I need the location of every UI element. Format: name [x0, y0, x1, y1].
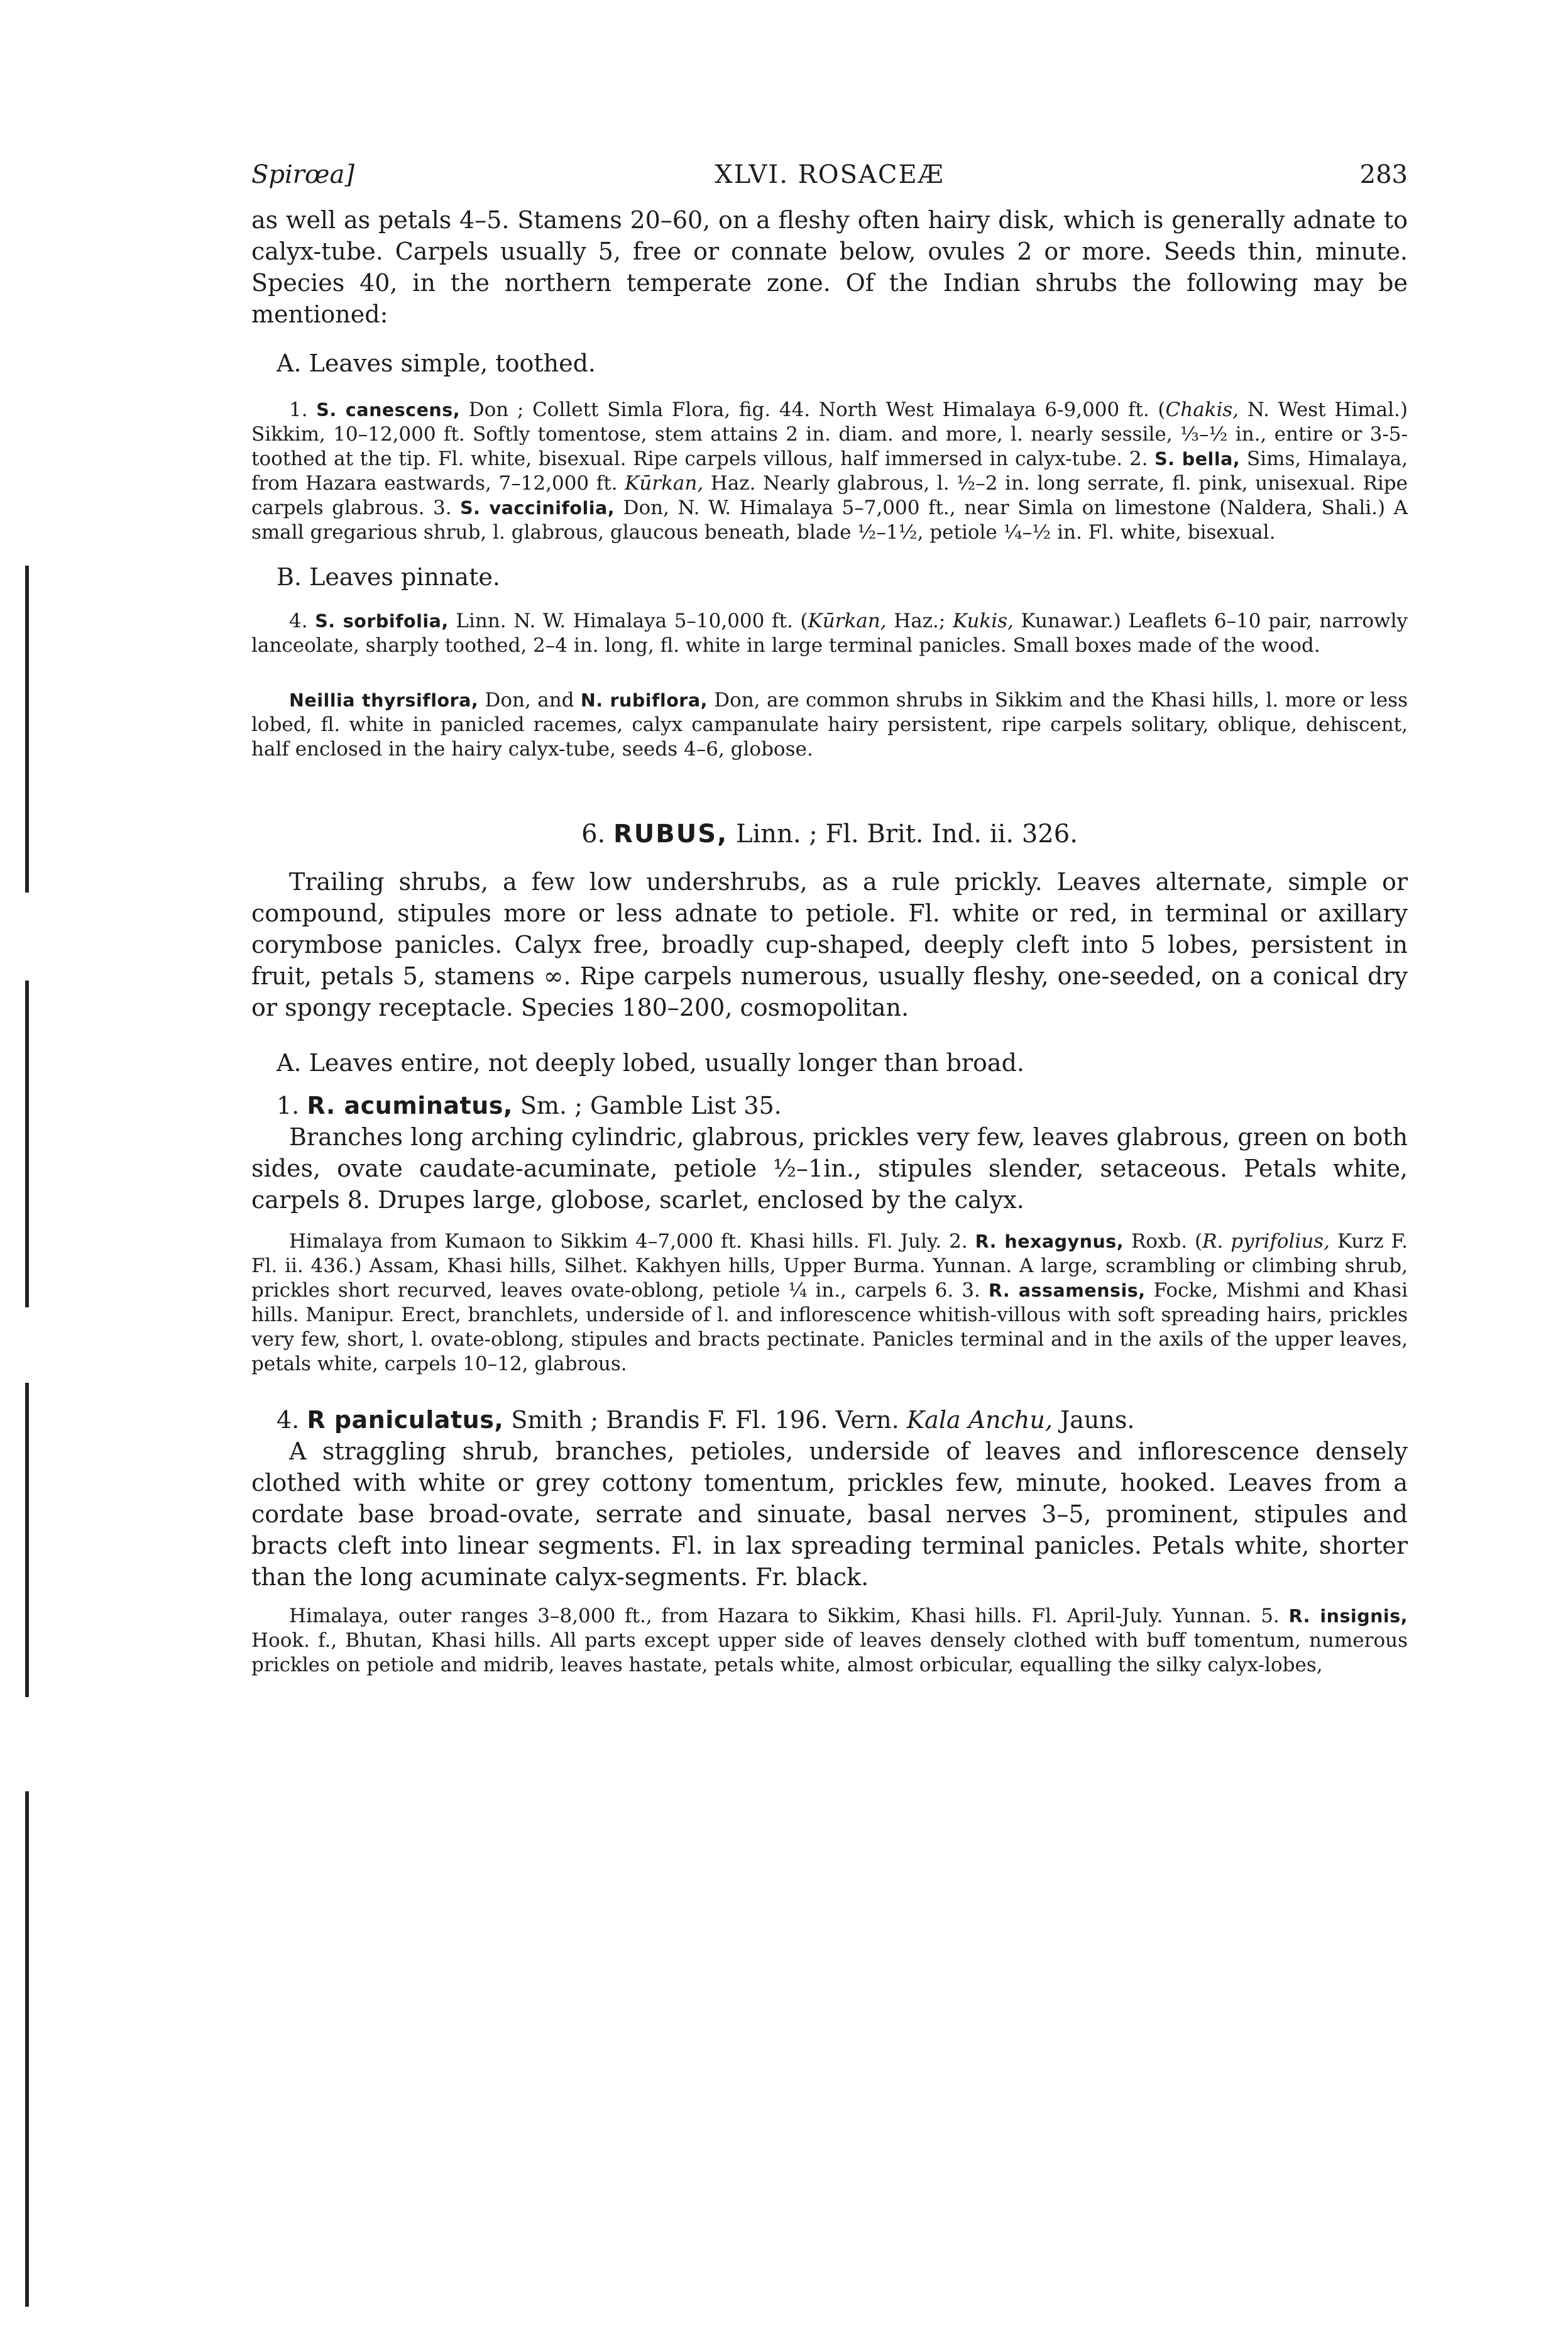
vernacular-name: Chakis, [1165, 398, 1239, 421]
intro-paragraph: as well as petals 4–5. Stamens 20–60, on a fleshy often hairy disk, which is generally adnate to calyx-tube. Carpels usually 5, free or connate below, ovules 2 or more. Seeds thin, minute. Species 40, in the northern temperate zone. Of the Indian shrubs the following may be mentioned: [251, 206, 1408, 328]
margin-rule-lower [25, 1383, 29, 1697]
margin-rule-bottom [25, 1791, 29, 2307]
spiraea-simple-species: 1. S. canescens, Don ; Collett Simla Flora, fig. 44. North West Himalaya 6-9,000 ft. (Chakis, N. West Himal.) Sikkim, 10–12,000 ft. Softly tomentose, stem attains 2 in. diam. and more, l. nearly sessile, ⅓–½ in., entire or 3-5-toothed at the tip. Fl. white, bisexual. Ripe carpels villous, half immersed in calyx-tube. 2. S. bella, Sims, Himalaya, from Hazara eastwards, 7–12,000 ft. Kūrkan, Haz. Nearly glabrous, l. ½–2 in. long serrate, fl. pink, unisexual. Ripe carpels glabrous. 3. S. vaccinifolia, Don, N. W. Himalaya 5–7,000 ft., near Simla on limestone (Naldera, Shali.) A small gregarious shrub, l. glabrous, glaucous beneath, blade ½–1½, petiole ¼–½ in. Fl. white, bisexual. [251, 398, 1408, 544]
acuminatus-description: Branches long arching cylindric, glabrous, prickles very few, leaves glabrous, green on both sides, ovate caudate-acuminate, petiole ½–1in., stipules slender, setaceous. Petals white, carpels 8. Drupes large, globose, scarlet, enclosed by the calyx. [251, 1123, 1408, 1214]
species-name: R. acuminatus, [307, 1092, 513, 1119]
paniculatus-notes: Himalaya, outer ranges 3–8,000 ft., from Hazara to Sikkim, Khasi hills. Fl. April-July. Yunnan. 5. R. insignis, Hook. f., Bhutan, Khasi hills. All parts except upper side of leaves densely clothed with buff tomentum, numerous prickles on petiole and midrib, leaves hastate, petals white, almost orbicular, equalling the silky calyx-lobes, [251, 1605, 1408, 1676]
paniculatus-description: A straggling shrub, branches, petioles, underside of leaves and inflorescence densely clothed with white or grey cottony tomentum, prickles few, minute, hooked. Leaves from a cordate base broad-ovate, serrate and sinuate, basal nerves 3–5, prominent, stipules and bracts cleft into linear segments. Fl. in lax spreading terminal panicles. Petals white, shorter than the long acuminate calyx-segments. Fr. black. [251, 1437, 1408, 1591]
margin-rule-top [25, 566, 29, 893]
page-number: 283 [1359, 160, 1408, 189]
species-name: R. assamensis, [988, 1280, 1146, 1301]
synonym-name: R. pyrifolius, [1202, 1230, 1330, 1253]
header-genus: Spirœa] [251, 160, 354, 189]
vernacular-name: Kūrkan, [808, 610, 887, 632]
header-family: XLVI. ROSACEÆ [715, 160, 945, 189]
species-name: R paniculatus, [307, 1406, 504, 1434]
paniculatus-heading: 4. R paniculatus, Smith ; Brandis F. Fl. 196. Vern. Kala Anchu, Jauns. [277, 1406, 1135, 1434]
rubus-description: Trailing shrubs, a few low undershrubs, as a rule prickly. Leaves alternate, simple or compound, stipules more or less adnate to petiole. Fl. white or red, in terminal or axillary corymbose panicles. Calyx free, broadly cup-shaped, deeply cleft into 5 lobes, persistent in fruit, petals 5, stamens ∞. Ripe carpels numerous, usually fleshy, one-seeded, on a conical dry or spongy receptacle. Species 180–200, cosmopolitan. [251, 868, 1408, 1021]
running-header [251, 160, 1408, 204]
species-name: S. bella, [1154, 449, 1241, 470]
acuminatus-heading: 1. R. acuminatus, Sm. ; Gamble List 35. [277, 1092, 782, 1119]
species-number: 1. [289, 398, 308, 421]
acuminatus-notes: Himalaya from Kumaon to Sikkim 4–7,000 ft. Khasi hills. Fl. July. 2. R. hexagynus, Roxb. (R. pyrifolius, Kurz F. Fl. ii. 436.) Assam, Khasi hills, Silhet. Kakhyen hills, Upper Burma. Yunnan. A large, scrambling or climbing shrub, prickles short recurved, leaves ovate-oblong, petiole ¼ in., carpels 6. 3. R. assamensis, Focke, Mishmi and Khasi hills. Manipur. Erect, branchlets, underside of l. and inflorescence whitish-villous with soft spreading hairs, prickles very few, short, l. ovate-oblong, stipules and bracts pectinate. Panicles terminal and in the axils of the upper leaves, petals white, carpels 10–12, glabrous. [251, 1230, 1408, 1375]
section-a-heading: A. Leaves simple, toothed. [277, 349, 596, 377]
vernacular-name: Kala Anchu, [906, 1406, 1053, 1434]
neillia-note: Neillia thyrsiflora, Don, and N. rubiflora, Don, are common shrubs in Sikkim and the Khasi hills, l. more or less lobed, fl. white in panicled racemes, calyx campanulate hairy persistent, ripe carpels solitary, oblique, dehiscent, half enclosed in the hairy calyx-tube, seeds 4–6, globose. [251, 689, 1408, 761]
species-name: S. sorbifolia, [315, 611, 449, 632]
species-name: R. insignis, [1288, 1606, 1408, 1627]
spiraea-pinnate-species: 4. S. sorbifolia, Linn. N. W. Himalaya 5–10,000 ft. (Kūrkan, Haz.; Kukis, Kunawar.) Leaflets 6–10 pair, narrowly lanceolate, sharply toothed, 2–4 in. long, fl. white in large terminal panicles. Small boxes made of the wood. [251, 610, 1408, 657]
margin-rule-middle [25, 981, 29, 1307]
species-name: S. canescens, [316, 400, 461, 420]
species-name: Neillia thyrsiflora, [289, 690, 479, 711]
rubus-section-a-heading: A. Leaves entire, not deeply lobed, usually longer than broad. [277, 1049, 1024, 1077]
species-name: S. vaccinifolia, [460, 498, 615, 519]
page [251, 160, 1408, 1678]
species-number: 4. [289, 610, 308, 632]
species-name: N. rubiflora, [580, 690, 708, 711]
genus-name: RUBUS, [613, 820, 728, 849]
vernacular-name: Kūrkan, [625, 472, 704, 495]
vernacular-name: Kukis, [952, 610, 1014, 632]
genus-heading: 6. RUBUS, Linn. ; Fl. Brit. Ind. ii. 326. [581, 820, 1078, 849]
species-name: R. hexagynus, [975, 1231, 1124, 1252]
section-b-heading: B. Leaves pinnate. [277, 563, 500, 591]
